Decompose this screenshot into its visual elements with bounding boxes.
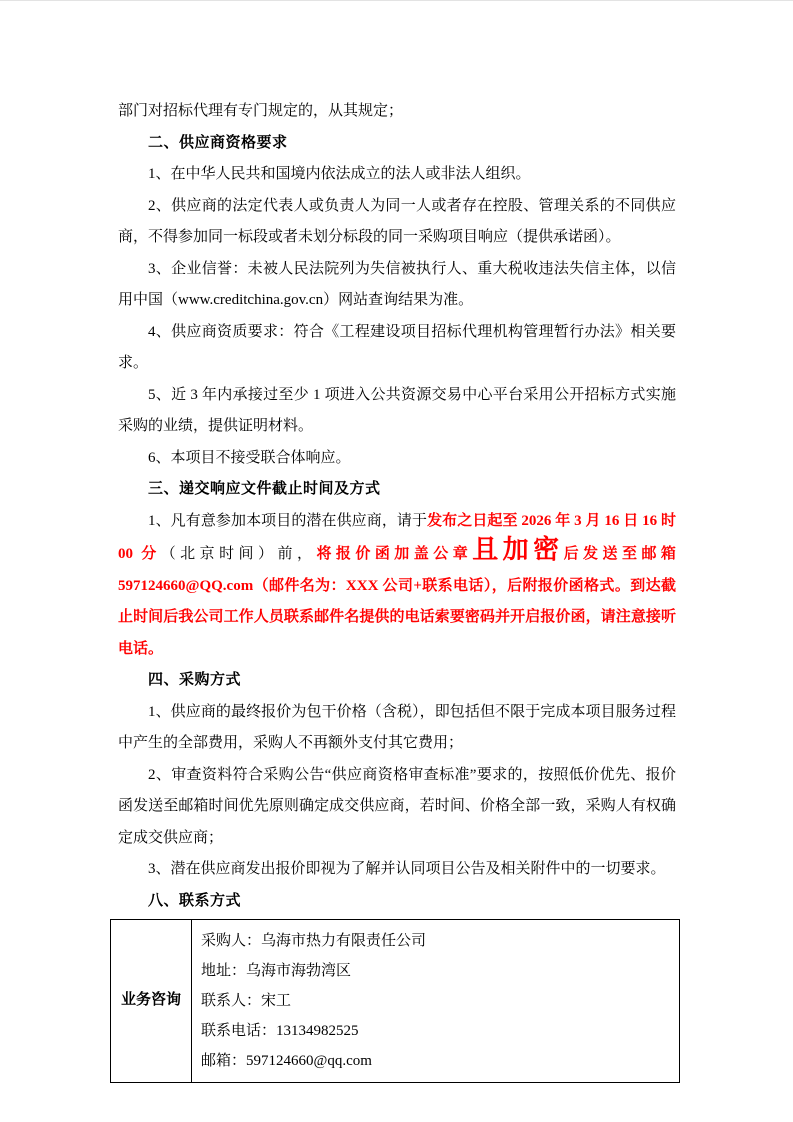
contact-table bbox=[110, 919, 680, 1083]
procurement-item-2: 2、审查资料符合采购公告“供应商资格审查标准”要求的，按照低价优先、报价函发送至邮箱时间优先原则确定成交供应商，若时间、价格全部一致，采购人有权确定成交供应商； bbox=[118, 766, 676, 846]
section-heading-submission-deadline: 三、递交响应文件截止时间及方式 bbox=[148, 481, 381, 497]
deadline-text-red-email-instructions: 后发送至邮箱 597124660@QQ.com（邮件名为：XXX 公司+联系电话），后附报价函格式。到达截止时间后我公司工作人员联系邮件名提供的电话索要密码并开启报价函，请注意接听电话。 bbox=[118, 546, 676, 657]
intro-continuation-line: 部门对招标代理有专门规定的，从其规定； bbox=[118, 103, 404, 119]
qualification-item-1: 1、在中华人民共和国境内依法成立的法人或非法人组织。 bbox=[148, 166, 531, 182]
contact-phone: 联系电话：13134982525 bbox=[201, 1023, 359, 1039]
deadline-text-red-encrypt-emphasis: 且加密 bbox=[472, 535, 564, 564]
section-heading-procurement-method: 四、采购方式 bbox=[148, 672, 242, 688]
document-content bbox=[118, 96, 676, 1083]
contact-purchaser: 采购人：乌海市热力有限责任公司 bbox=[201, 933, 427, 949]
procurement-item-3: 3、潜在供应商发出报价即视为了解并认同项目公告及相关附件中的一切要求。 bbox=[148, 861, 666, 877]
qualification-item-4: 4、供应商资质要求：符合《工程建设项目招标代理机构管理暂行办法》相关要求。 bbox=[118, 323, 676, 371]
deadline-paragraph bbox=[118, 506, 676, 666]
section-heading-contact-info: 八、联系方式 bbox=[148, 892, 242, 909]
contact-email: 邮箱：597124660@qq.com bbox=[201, 1053, 372, 1069]
qualification-item-3: 3、企业信誉：未被人民法院列为失信被执行人、重大税收违法失信主体，以信用中国（www.creditchina.gov.cn）网站查询结果为准。 bbox=[118, 260, 676, 308]
qualification-item-2: 2、供应商的法定代表人或负责人为同一人或者存在控股、管理关系的不同供应商，不得参加同一标段或者未划分标段的同一采购项目响应（提供承诺函）。 bbox=[118, 197, 676, 245]
contact-table-row bbox=[111, 920, 680, 1083]
qualification-item-6: 6、本项目不接受联合体响应。 bbox=[148, 449, 351, 466]
deadline-text-normal-2: （北京时间）前， bbox=[160, 546, 317, 562]
qualification-item-5: 5、近 3 年内承接过至少 1 项进入公共资源交易中心平台采用公开招标方式实施采购的业绩，提供证明材料。 bbox=[118, 386, 676, 434]
contact-address: 地址：乌海市海勃湾区 bbox=[201, 963, 352, 979]
contact-person: 联系人：宋工 bbox=[201, 993, 292, 1009]
deadline-text-normal-1: 1、凡有意参加本项目的潜在供应商，请于 bbox=[148, 512, 428, 529]
contact-table-row-header: 业务咨询 bbox=[111, 920, 192, 1083]
deadline-text-red-date: 发布之日起至 2026 年 3 月 16 日 16 时 00 分 bbox=[118, 512, 676, 562]
procurement-item-1: 1、供应商的最终报价为包干价格（含税），即包括但不限于完成本项目服务过程中产生的全部费用，采购人不再额外支付其它费用； bbox=[118, 703, 676, 751]
deadline-text-red-seal: 将报价函加盖公章 bbox=[316, 546, 473, 562]
contact-table-details-cell bbox=[192, 920, 680, 1083]
section-heading-supplier-qualifications: 二、供应商资格要求 bbox=[148, 134, 288, 151]
